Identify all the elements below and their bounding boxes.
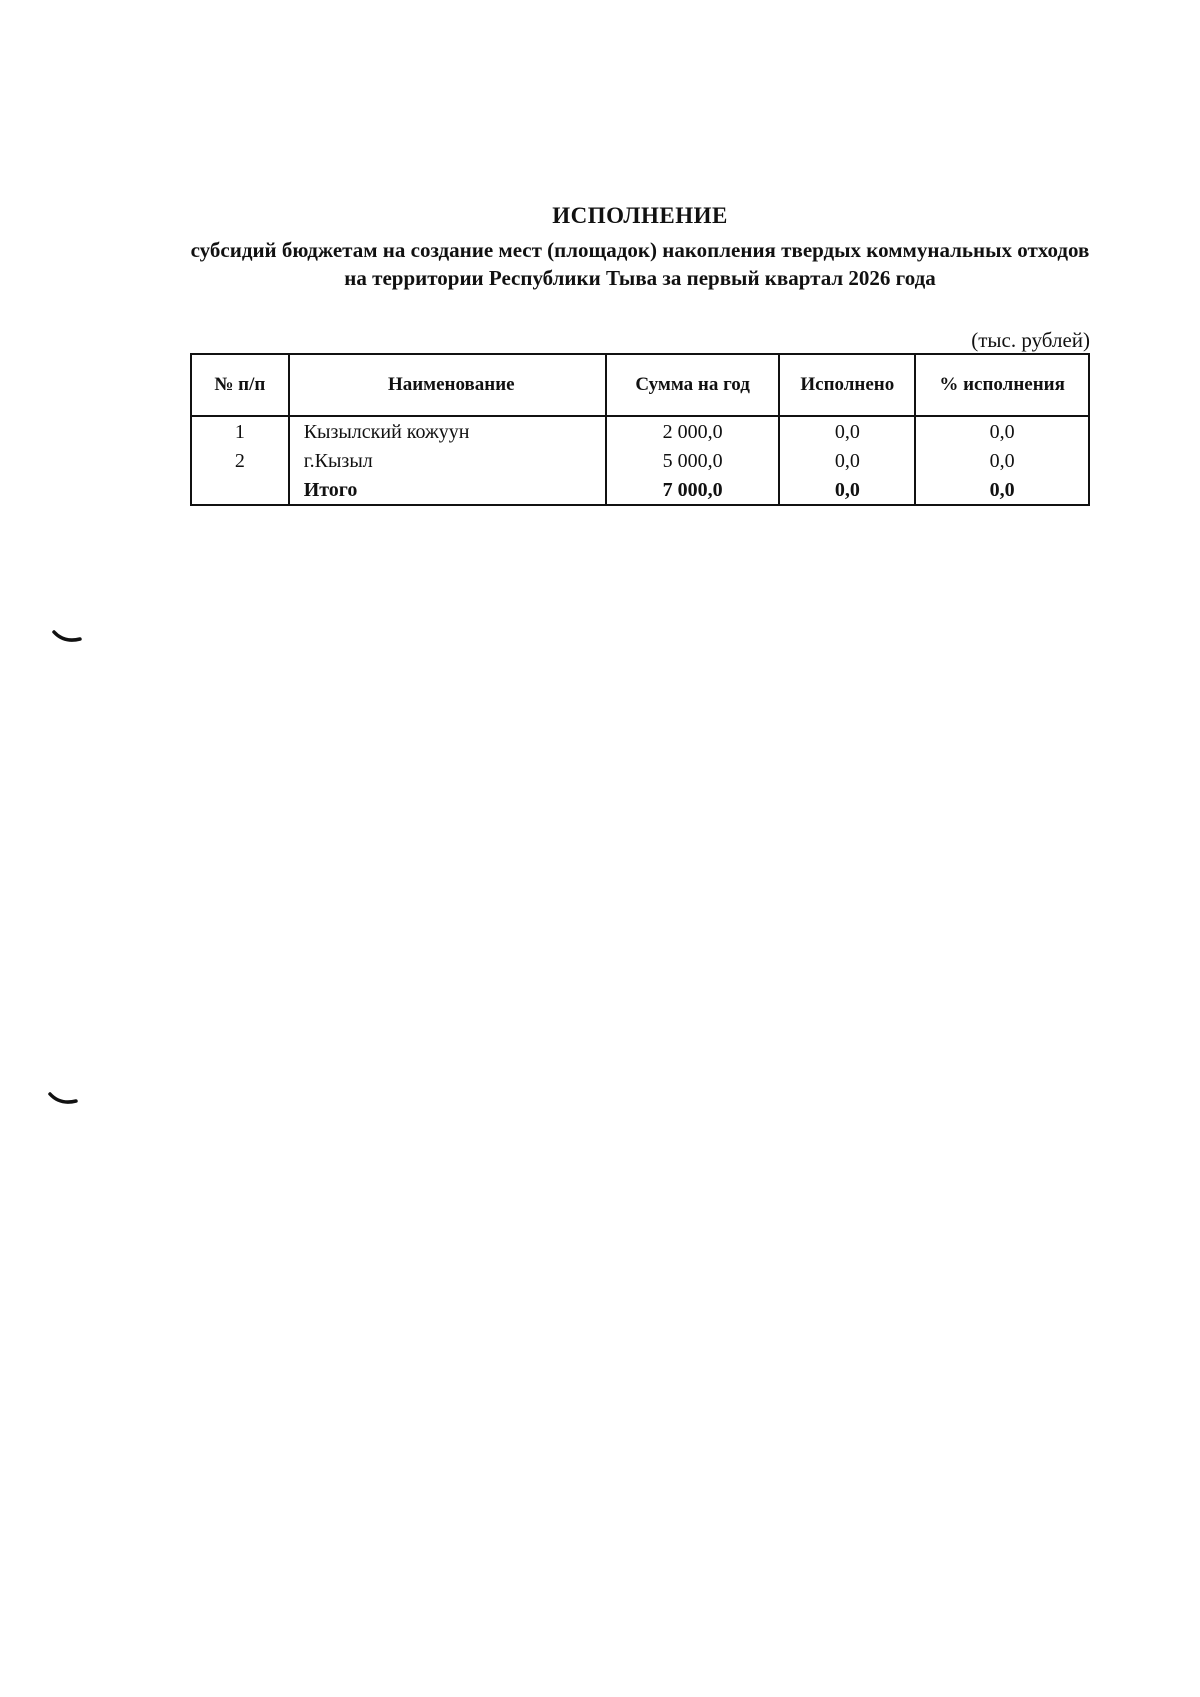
total-execution-percent: 0,0 [915,475,1089,505]
row-annual-sum: 5 000,0 [606,446,780,475]
table-body [191,416,1089,505]
row-execution-percent: 0,0 [915,416,1089,446]
header-execution-percent: % исполнения [915,354,1089,416]
header-annual-sum: Сумма на год [606,354,780,416]
row-execution-percent: 0,0 [915,446,1089,475]
header-row [191,354,1089,416]
document-subtitle: субсидий бюджетам на создание мест (площадок) накопления твердых коммунальных отходов на территории Республики Тыва за первый квартал 2026 года [190,238,1090,290]
row-number: 1 [191,416,289,446]
execution-table [190,353,1090,506]
total-row [191,475,1089,505]
header-name: Наименование [289,354,606,416]
binder-hole-mark-icon [52,630,82,644]
document-title: ИСПОЛНЕНИЕ [552,203,728,228]
table-header [191,354,1089,416]
total-annual-sum: 7 000,0 [606,475,780,505]
binder-hole-mark-icon [48,1092,78,1106]
table-row [191,446,1089,475]
header-number: № п/п [191,354,289,416]
row-name: г.Кызыл [289,446,606,475]
row-name: Кызылский кожуун [289,416,606,446]
row-executed: 0,0 [779,446,915,475]
row-number: 2 [191,446,289,475]
total-executed: 0,0 [779,475,915,505]
row-annual-sum: 2 000,0 [606,416,780,446]
table-row [191,416,1089,446]
row-executed: 0,0 [779,416,915,446]
title-block [180,202,1100,292]
units-label: (тыс. рублей) [971,328,1090,352]
total-number [191,475,289,505]
header-executed: Исполнено [779,354,915,416]
total-label: Итого [289,475,606,505]
